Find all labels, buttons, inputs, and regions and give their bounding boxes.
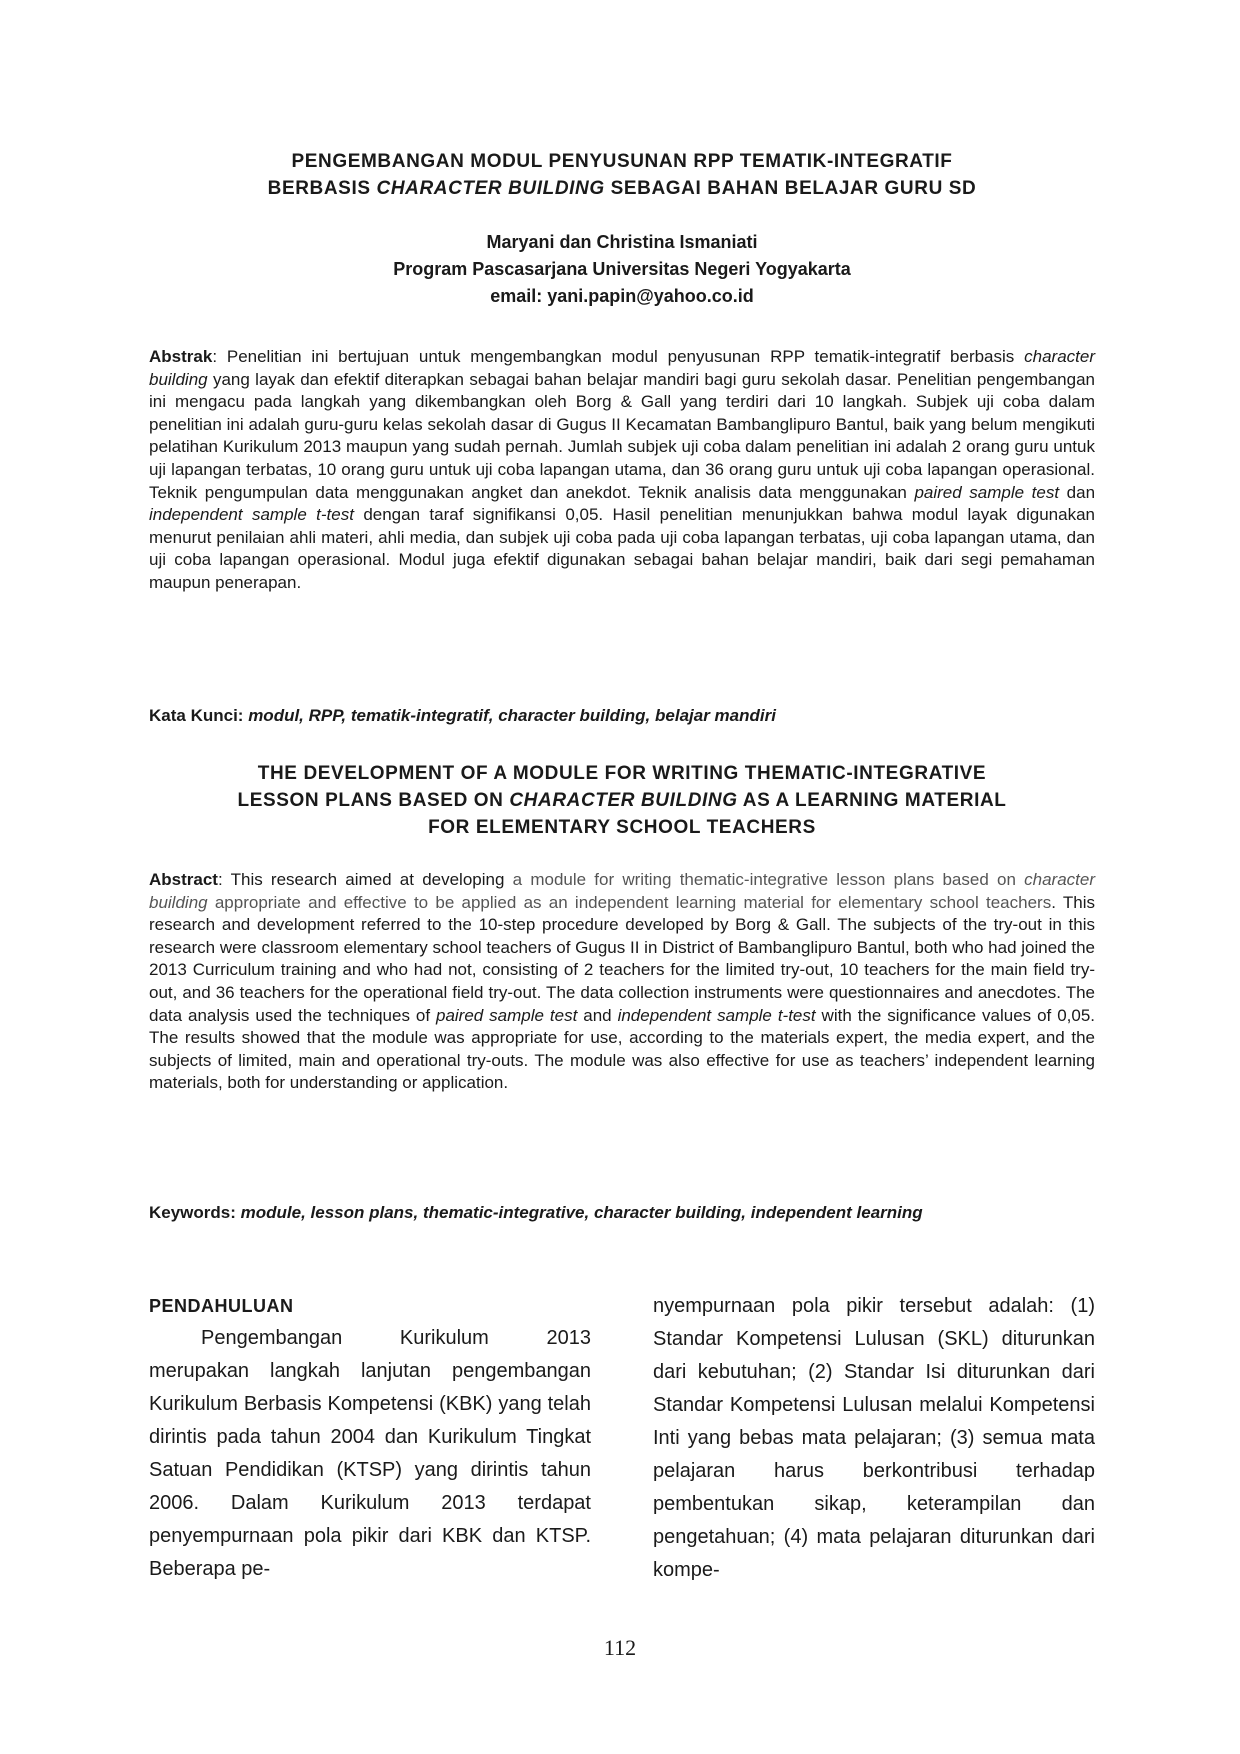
author-email: email: yani.papin@yahoo.co.id — [490, 286, 754, 306]
abstrak-indonesian — [149, 346, 1095, 595]
author-names: Maryani dan Christina Ismaniati — [486, 232, 758, 252]
keywords-terms: module, lesson plans, thematic-integrative, character building, independent learning — [240, 1203, 923, 1222]
abstract-muted-1: a module for writing thematic-integrative lesson plans based on — [512, 870, 1025, 889]
keywords — [149, 1202, 1095, 1224]
abstract-english — [149, 869, 1095, 1095]
abstract-muted-italic: character building — [149, 870, 1095, 912]
author-block — [149, 229, 1095, 310]
title-en-line2-post: AS A LEARNING MATERIAL — [737, 790, 1007, 811]
title-id-line2-pre: BERBASIS — [267, 178, 377, 199]
abstrak-italic-2: paired sample test — [914, 482, 1060, 502]
abstrak-text-3: dan — [1059, 482, 1096, 502]
abstrak-text-1: : Penelitian ini bertujuan untuk mengembangkan modul penyusunan RPP tematik-integratif berbasis — [212, 347, 1025, 366]
abstract-text-3: and — [577, 1005, 618, 1025]
abstract-label: Abstract — [149, 870, 218, 889]
abstrak-italic-3: independent sample t-test — [149, 505, 354, 525]
body-paragraph-right: nyempurnaan pola pikir tersebut adalah: (1) Standar Kompetensi Lulusan (SKL) diturunkan dari kebutuhan; (2) Standar Isi diturunkan dari Standar Kompetensi Lulusan melalui Kompetensi Inti yang bebas mata pelajaran; (3) semua mata pelajaran harus berkontribusi terhadap pembentukan sikap, keterampilan dan pengetahuan; (4) mata pelajaran diturunkan dari kompe- — [653, 1295, 1095, 1581]
section-heading: PENDAHULUAN — [149, 1296, 294, 1316]
body-column-left — [149, 1290, 591, 1586]
abstrak-label: Abstrak — [149, 347, 213, 366]
kata-kunci — [149, 705, 1095, 727]
title-en-line2-pre: LESSON PLANS BASED ON — [237, 790, 510, 811]
page-number: 112 — [603, 1635, 637, 1660]
kata-kunci-terms: modul, RPP, tematik-integratif, character building, belajar mandiri — [248, 706, 776, 725]
title-id-line1: PENGEMBANGAN MODUL PENYUSUNAN RPP TEMATIK-INTEGRATIF — [291, 151, 953, 172]
abstrak-italic-1: character building — [149, 347, 1095, 389]
abstract-text-1: : This research aimed at developing — [217, 870, 513, 889]
title-en-line2-italic: CHARACTER BUILDING — [509, 790, 738, 811]
abstract-italic-1: paired sample test — [436, 1005, 578, 1025]
abstract-muted-2: appropriate and effective to be applied as an independent learning material for elementary school teachers — [207, 892, 1052, 912]
body-column-right — [653, 1290, 1095, 1587]
abstrak-text-2: yang layak dan efektif diterapkan sebagai bahan belajar mandiri bagi guru sekolah dasar. Penelitian pengembangan ini mengacu pada langkah yang dikembangkan oleh Borg & Gall yang terdiri dari 10 langkah. Subjek uji coba dalam penelitian ini adalah guru-guru kelas sekolah dasar di Gugus II Kecamatan Bambanglipuro Bantul, baik yang belum mengikuti pelatihan Kurikulum 2013 maupun yang sudah pernah. Jumlah subjek uji coba dalam penelitian ini adalah 2 orang guru untuk uji lapangan terbatas, 10 orang guru untuk uji coba lapangan utama, dan 36 orang guru untuk uji coba lapangan operasional. Teknik pengumpulan data menggunakan angket dan anekdot. Teknik analisis data menggunakan — [149, 369, 1095, 502]
title-indonesian — [149, 148, 1095, 202]
abstract-text-4: with the significance values of 0,05. The results showed that the module was appropriate for use, according to the materials expert, the media expert, and the subjects of limited, main and operational try-outs. The module was also effective for use as teachers’ independent learning materials, both for understanding or application. — [149, 1005, 1096, 1093]
abstract-text-2: . This research and development referred to the 10-step procedure developed by Borg & Gall. The subjects of the try-out in this research were classroom elementary school teachers of Gugus II in District of Bambanglipuro Bantul, both who had joined the 2013 Curriculum training and who had not, consisting of 2 teachers for the limited try-out, 10 teachers for the main field try-out, and 36 teachers for the operational field try-out. The data collection instruments were questionnaires and anecdotes. The data analysis used the techniques of — [149, 892, 1095, 1025]
kata-kunci-label: Kata Kunci: — [149, 706, 249, 725]
title-en-line1: THE DEVELOPMENT OF A MODULE FOR WRITING THEMATIC-INTEGRATIVE — [257, 763, 987, 784]
body-paragraph-left: Pengembangan Kurikulum 2013 merupakan langkah lanjutan pengembangan Kurikulum Berbasis Kompetensi (KBK) yang telah dirintis pada tahun 2004 dan Kurikulum Tingkat Satuan Pendidikan (KTSP) yang dirintis tahun 2006. Dalam Kurikulum 2013 terdapat penyempurnaan pola pikir dari KBK dan KTSP. Beberapa pe- — [149, 1327, 591, 1580]
title-id-line2-italic: CHARACTER BUILDING — [376, 178, 605, 199]
abstrak-text-4: dengan taraf signifikansi 0,05. Hasil penelitian menunjukkan bahwa modul layak digunakan menurut penilaian ahli materi, ahli media, dan subjek uji coba pada uji coba lapangan terbatas, uji coba lapangan utama, dan uji coba lapangan operasional. Modul juga efektif digunakan sebagai bahan belajar mandiri, baik dari segi pemahaman maupun penerapan. — [149, 505, 1096, 592]
author-affiliation: Program Pascasarjana Universitas Negeri Yogyakarta — [393, 259, 851, 279]
title-en-line3: FOR ELEMENTARY SCHOOL TEACHERS — [428, 817, 816, 838]
title-english — [149, 760, 1095, 841]
abstract-italic-2: independent sample t-test — [617, 1005, 816, 1025]
title-id-line2-post: SEBAGAI BAHAN BELAJAR GURU SD — [604, 178, 977, 199]
keywords-label: Keywords: — [149, 1203, 241, 1222]
